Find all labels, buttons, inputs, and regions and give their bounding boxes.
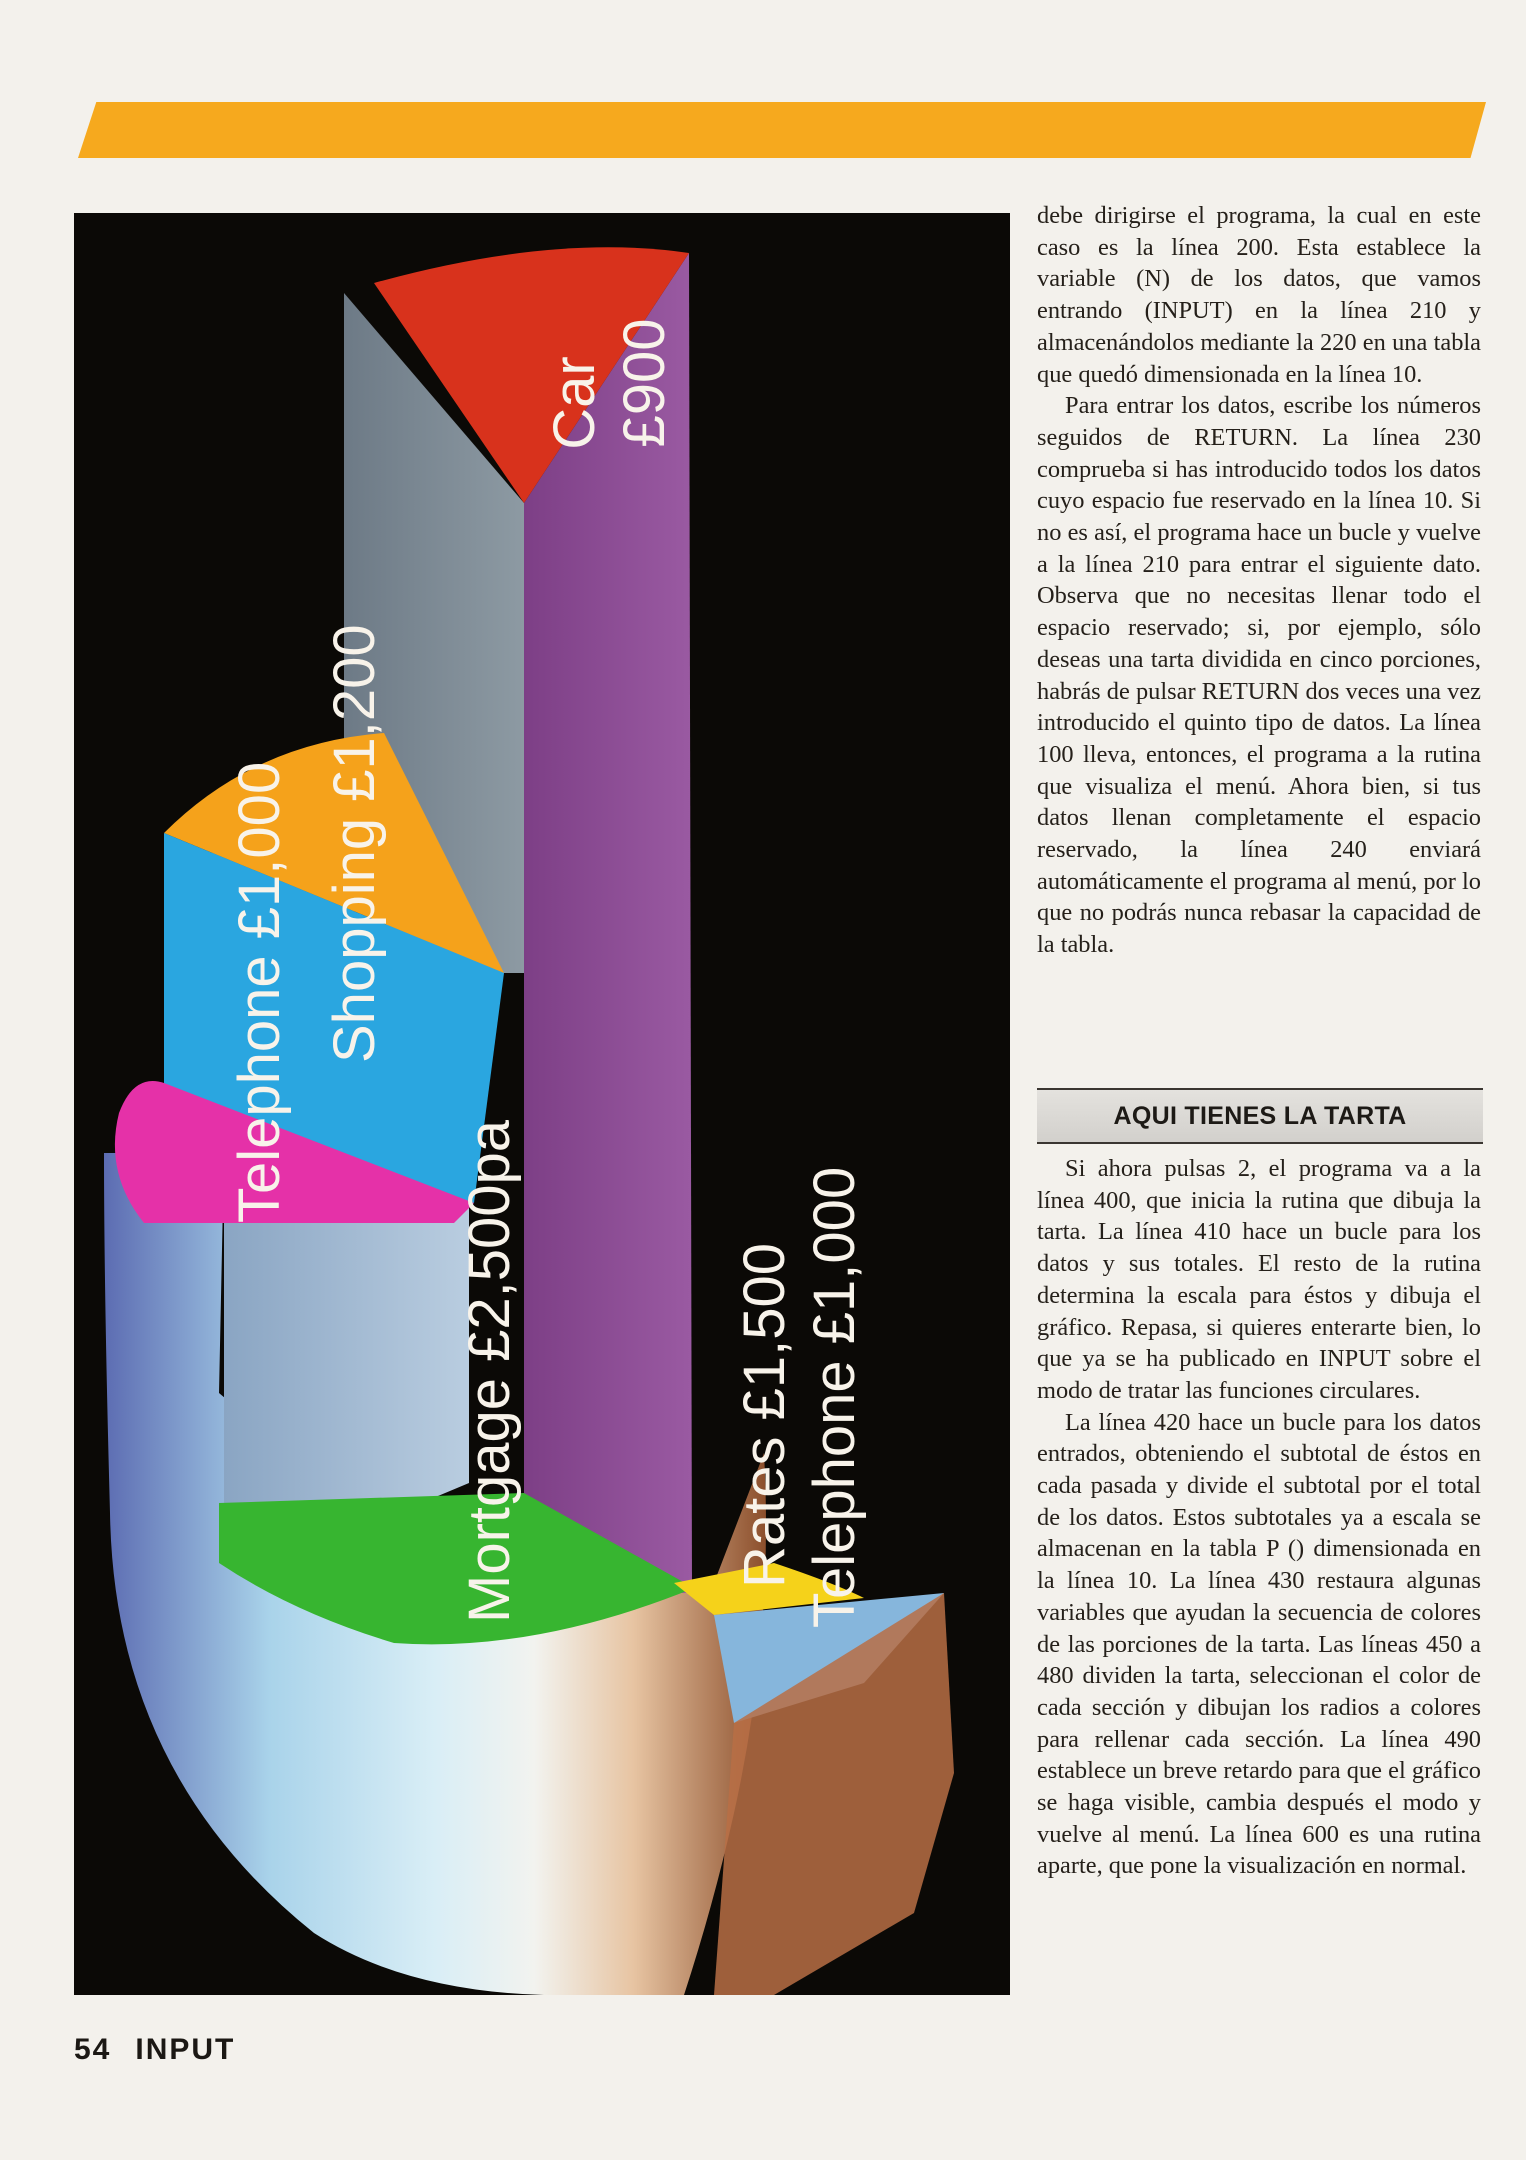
paragraph: Si ahora pulsas 2, el programa va a la línea 400, que inicia la rutina que dibuja la tarta. La línea 410 hace un bucle para los datos y sus totales. El resto de la rutina determina la escala para éstos y dibuja el gráfico. Repasa, si quieres enterarte bien, lo que ya se ha publicado en INPUT sobre el modo de tratar las funciones circulares. <box>1037 1155 1481 1404</box>
label-car: Car <box>542 356 607 450</box>
orange-header-band <box>78 102 1486 158</box>
body-text-column-bottom <box>1037 1153 1481 1882</box>
label-telephone-bottom: Telephone £1,000 <box>802 1166 867 1628</box>
paragraph: La línea 420 hace un bucle para los datos entrados, obteniendo el subtotal de éstos en cada pasada y divide el subtotal por el total de los datos. Estos subtotales ya a escala se almacenan en la tabla P () dimensionada en la línea 10. La línea 430 restaura algunas variables que ayudan la secuencia de colores de las porciones de la tarta. Las líneas 450 a 480 dividen la tarta, seleccionan el color de cada sección y dibujan los radios a colores para rellenar cada sección. La línea 490 establece un breve retardo para que el gráfico se haga visible, cambia después el modo y vuelve al menú. La línea 600 es una rutina aparte, que pone la visualización en normal. <box>1037 1408 1481 1880</box>
label-mortgage: Mortgage £2,500pa <box>457 1119 522 1623</box>
label-rates: Rates £1,500 <box>732 1242 797 1588</box>
page-number: 54 <box>74 2033 112 2066</box>
label-telephone-top: Telephone £1,000 <box>227 761 292 1223</box>
body-text-column-top <box>1037 200 1481 961</box>
section-heading: AQUI TIENES LA TARTA <box>1037 1088 1483 1144</box>
pie-chart-photo <box>74 213 1010 1995</box>
magazine-name: INPUT <box>135 2033 236 2066</box>
label-car-amount: £900 <box>612 318 677 448</box>
paragraph: Para entrar los datos, escribe los números seguidos de RETURN. La línea 230 comprueba si has introducido todos los datos cuyo espacio fue reservado en la línea 10. Si no es así, el programa hace un bucle y vuelve a la línea 210 para entrar el siguiente dato. Observa que no necesitas llenar todo el espacio reservado; si, por ejemplo, sólo deseas una tarta dividida en cinco porciones, habrás de pulsar RETURN dos veces una vez introducido el quinto tipo de datos. La línea 100 lleva, entonces, el programa a la rutina que visualiza el menú. Ahora bien, si tus datos llenan completamente el espacio reservado, la línea 240 enviará automáticamente el programa al menú, por lo que no podrás nunca rebasar la capacidad de la tabla. <box>1037 392 1481 959</box>
page-footer <box>74 2033 259 2067</box>
label-shopping: Shopping £1,200 <box>322 624 387 1063</box>
paragraph: debe dirigirse el programa, la cual en este caso es la línea 200. Esta establece la variable (N) de los datos, que vamos entrando (INPUT) en la línea 210 y almacenándolos mediante la 220 en una tabla que quedó dimensionada en la línea 10. <box>1037 202 1481 388</box>
